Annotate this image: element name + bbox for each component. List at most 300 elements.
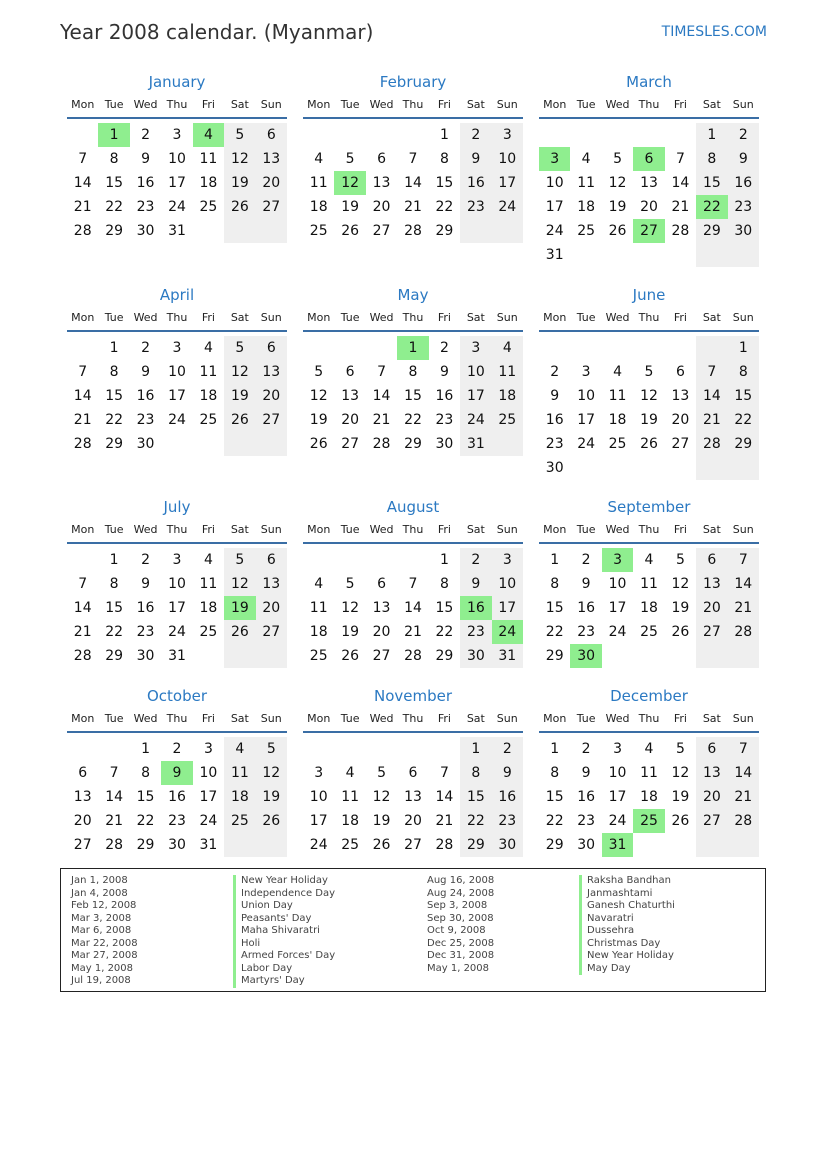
legend-holiday-date: May 1, 2008 — [71, 962, 134, 974]
day-cell: 18 — [640, 789, 658, 805]
day-cell: 10 — [608, 765, 627, 781]
day-cell: 6 — [377, 576, 387, 592]
day-cell: 8 — [141, 765, 151, 781]
day-cell: 19 — [608, 199, 627, 215]
day-cell: 11 — [199, 151, 218, 167]
day-cell: 19 — [671, 789, 690, 805]
day-cell: 7 — [738, 741, 748, 757]
weekday-header: Mon — [71, 98, 95, 111]
day-cell: 25 — [498, 412, 517, 428]
day-cell: 23 — [734, 199, 753, 215]
day-cell: 6 — [266, 552, 276, 568]
holiday-day-cell: 25 — [633, 809, 664, 833]
legend-holiday-date: Sep 3, 2008 — [427, 900, 488, 911]
day-cell: 6 — [707, 741, 717, 757]
weekday-header: Wed — [605, 311, 630, 324]
weekday-header: Wed — [133, 712, 158, 725]
day-cell: 25 — [230, 813, 249, 829]
day-cell: 12 — [372, 789, 391, 805]
day-cell: 13 — [262, 364, 281, 380]
day-cell: 21 — [73, 412, 92, 428]
day-cell: 2 — [550, 364, 560, 380]
day-cell: 13 — [262, 151, 281, 167]
day-cell: 21 — [404, 199, 422, 215]
day-cell: 15 — [734, 388, 753, 404]
day-cell: 5 — [345, 151, 355, 167]
day-cell: 24 — [168, 412, 186, 428]
weekday-header: Tue — [576, 98, 596, 111]
day-cell: 1 — [707, 127, 717, 143]
day-cell: 28 — [404, 223, 422, 239]
day-cell: 25 — [608, 436, 627, 452]
legend-holiday-name: Dussehra — [579, 925, 675, 938]
day-cell: 23 — [466, 199, 485, 215]
day-cell: 17 — [466, 388, 485, 404]
day-cell: 20 — [702, 600, 721, 616]
weekday-header: Fri — [201, 311, 215, 324]
holiday-day-cell: 24 — [492, 620, 523, 644]
legend-holiday-name: New Year Holiday — [579, 950, 675, 963]
weekday-header: Fri — [437, 523, 451, 536]
day-cell: 13 — [73, 789, 92, 805]
weekday-header: Mon — [71, 311, 95, 324]
month-name: February — [379, 73, 447, 91]
weekday-header: Wed — [369, 98, 394, 111]
day-cell: 10 — [545, 175, 564, 191]
day-cell: 19 — [230, 175, 249, 191]
day-cell: 31 — [545, 247, 564, 263]
day-cell: 23 — [435, 412, 454, 428]
legend-holiday-date: Aug 16, 2008 — [427, 875, 495, 886]
day-cell: 18 — [230, 789, 249, 805]
day-cell: 9 — [581, 576, 591, 592]
legend-holiday-date: Feb 12, 2008 — [71, 900, 137, 911]
holiday-day-cell: 16 — [460, 596, 491, 620]
legend-holiday-date: Sep 30, 2008 — [427, 912, 494, 924]
day-cell: 1 — [109, 552, 119, 568]
weekday-header: Fri — [437, 311, 451, 324]
day-cell: 28 — [435, 837, 454, 853]
day-cell: 8 — [738, 364, 748, 380]
day-cell: 18 — [341, 813, 360, 829]
day-cell: 24 — [309, 837, 328, 853]
day-cell: 24 — [199, 813, 218, 829]
day-cell: 11 — [199, 576, 218, 592]
day-cell: 21 — [73, 624, 92, 640]
day-cell: 10 — [199, 765, 218, 781]
holiday-day-cell: 19 — [224, 596, 255, 620]
page-title: Year 2008 calendar. (Myanmar) — [60, 20, 374, 44]
month-divider — [539, 731, 759, 733]
day-cell: 18 — [577, 199, 596, 215]
day-cell: 29 — [545, 648, 564, 664]
holiday-day-cell: 1 — [397, 336, 428, 360]
day-cell: 30 — [545, 460, 564, 476]
day-cell: 6 — [345, 364, 355, 380]
day-cell: 26 — [230, 624, 249, 640]
weekday-header: Mon — [71, 712, 95, 725]
day-cell: 19 — [341, 199, 360, 215]
day-cell: 24 — [466, 412, 485, 428]
weekday-header: Wed — [605, 98, 630, 111]
day-cell: 30 — [136, 648, 155, 664]
day-cell: 31 — [498, 648, 517, 664]
day-cell: 1 — [550, 741, 560, 757]
day-cell: 17 — [168, 175, 186, 191]
weekday-header: Fri — [673, 523, 687, 536]
day-cell: 9 — [581, 765, 591, 781]
day-cell: 8 — [707, 151, 717, 167]
day-cell: 21 — [671, 199, 690, 215]
day-cell: 3 — [471, 340, 481, 356]
legend-holiday-date: Aug 24, 2008 — [427, 887, 495, 899]
day-cell: 6 — [408, 765, 418, 781]
weekday-header: Tue — [104, 311, 124, 324]
weekday-header: Fri — [437, 712, 451, 725]
day-cell: 9 — [550, 388, 560, 404]
weekday-header: Wed — [369, 712, 394, 725]
day-cell: 29 — [734, 436, 753, 452]
day-cell: 26 — [230, 199, 249, 215]
weekday-header: Sat — [230, 712, 249, 725]
day-cell: 19 — [341, 624, 360, 640]
legend-holiday-name: Labor Day — [233, 963, 335, 976]
day-cell: 20 — [372, 624, 391, 640]
weekday-header: Tue — [576, 712, 596, 725]
day-cell: 28 — [671, 223, 690, 239]
weekday-header: Sun — [496, 98, 518, 111]
day-cell: 15 — [466, 789, 485, 805]
day-cell: 20 — [262, 388, 281, 404]
day-cell: 25 — [309, 223, 328, 239]
day-cell: 18 — [199, 388, 218, 404]
weekday-header: Wed — [605, 523, 630, 536]
day-cell: 7 — [738, 552, 748, 568]
day-cell: 28 — [702, 436, 721, 452]
weekday-header: Fri — [673, 311, 687, 324]
day-cell: 2 — [172, 741, 182, 757]
weekday-header: Sat — [230, 311, 249, 324]
legend-names-left — [233, 875, 335, 988]
day-cell: 11 — [608, 388, 627, 404]
day-cell: 8 — [109, 151, 119, 167]
day-cell: 2 — [141, 127, 151, 143]
weekday-header: Tue — [340, 98, 360, 111]
day-cell: 9 — [502, 765, 512, 781]
month-name: August — [386, 498, 440, 516]
day-cell: 26 — [230, 412, 249, 428]
day-cell: 23 — [136, 412, 155, 428]
day-cell: 30 — [577, 837, 596, 853]
day-cell: 14 — [73, 600, 92, 616]
day-cell: 4 — [581, 151, 591, 167]
day-cell: 7 — [78, 364, 88, 380]
legend-holiday-name: Christmas Day — [579, 938, 675, 951]
day-cell: 29 — [105, 223, 124, 239]
day-cell: 1 — [471, 741, 481, 757]
day-cell: 22 — [734, 412, 753, 428]
day-cell: 11 — [577, 175, 596, 191]
weekday-header: Sun — [260, 98, 282, 111]
day-cell: 8 — [439, 576, 449, 592]
day-cell: 9 — [738, 151, 748, 167]
legend-dates-left — [71, 875, 138, 988]
day-cell: 12 — [640, 388, 658, 404]
day-cell: 14 — [734, 576, 753, 592]
weekday-header: Thu — [166, 712, 188, 725]
day-cell: 4 — [644, 552, 654, 568]
day-cell: 19 — [262, 789, 281, 805]
day-cell: 20 — [262, 600, 281, 616]
day-cell: 14 — [435, 789, 454, 805]
day-cell: 14 — [671, 175, 690, 191]
weekday-header: Mon — [71, 523, 95, 536]
day-cell: 11 — [640, 765, 658, 781]
day-cell: 11 — [309, 175, 328, 191]
day-cell: 6 — [377, 151, 387, 167]
day-cell: 21 — [734, 600, 753, 616]
holiday-day-cell: 22 — [696, 195, 727, 219]
legend-holiday-name: New Year Holiday — [233, 875, 335, 888]
day-cell: 12 — [230, 364, 249, 380]
day-cell: 17 — [577, 412, 596, 428]
day-cell: 5 — [235, 340, 245, 356]
weekday-header: Sun — [496, 311, 518, 324]
day-cell: 2 — [502, 741, 512, 757]
day-cell: 17 — [608, 789, 627, 805]
day-cell: 18 — [498, 388, 517, 404]
legend-holiday-name: Armed Forces' Day — [233, 950, 335, 963]
day-cell: 3 — [172, 340, 182, 356]
day-cell: 31 — [168, 648, 186, 664]
day-cell: 26 — [262, 813, 281, 829]
day-cell: 18 — [608, 412, 627, 428]
day-cell: 15 — [404, 388, 422, 404]
day-cell: 10 — [309, 789, 328, 805]
day-cell: 25 — [199, 624, 218, 640]
day-cell: 5 — [675, 552, 685, 568]
month-name: May — [397, 286, 429, 304]
weekday-header: Tue — [104, 712, 124, 725]
day-cell: 10 — [168, 364, 186, 380]
day-cell: 23 — [136, 199, 155, 215]
day-cell: 1 — [439, 127, 449, 143]
day-cell: 26 — [671, 624, 690, 640]
day-cell: 7 — [78, 151, 88, 167]
day-cell: 17 — [168, 600, 186, 616]
day-cell: 20 — [640, 199, 658, 215]
day-cell: 13 — [372, 175, 391, 191]
day-cell: 22 — [435, 624, 454, 640]
day-cell: 3 — [172, 552, 182, 568]
day-cell: 27 — [262, 624, 281, 640]
day-cell: 27 — [262, 412, 281, 428]
day-cell: 26 — [640, 436, 658, 452]
day-cell: 13 — [262, 576, 281, 592]
day-cell: 9 — [439, 364, 449, 380]
day-cell: 16 — [136, 600, 155, 616]
weekday-header: Sun — [732, 523, 754, 536]
legend-holiday-name: Maha Shivaratri — [233, 925, 335, 938]
day-cell: 13 — [702, 765, 721, 781]
day-cell: 8 — [439, 151, 449, 167]
day-cell: 11 — [199, 364, 218, 380]
day-cell: 6 — [78, 765, 88, 781]
holiday-day-cell: 1 — [98, 123, 129, 147]
day-cell: 11 — [640, 576, 658, 592]
legend-holiday-name: Raksha Bandhan — [579, 875, 675, 888]
day-cell: 7 — [109, 765, 119, 781]
weekday-header: Thu — [638, 523, 660, 536]
day-cell: 7 — [78, 576, 88, 592]
day-cell: 4 — [613, 364, 623, 380]
weekday-header: Mon — [543, 98, 567, 111]
day-cell: 30 — [435, 436, 454, 452]
day-cell: 7 — [707, 364, 717, 380]
day-cell: 26 — [372, 837, 391, 853]
day-cell: 1 — [550, 552, 560, 568]
legend-holiday-date: Jul 19, 2008 — [71, 975, 131, 986]
day-cell: 22 — [105, 199, 124, 215]
day-cell: 9 — [141, 576, 151, 592]
day-cell: 25 — [199, 412, 218, 428]
day-cell: 11 — [498, 364, 517, 380]
weekday-header: Wed — [133, 98, 158, 111]
day-cell: 15 — [702, 175, 721, 191]
day-cell: 25 — [199, 199, 218, 215]
weekday-header: Sat — [702, 98, 721, 111]
day-cell: 5 — [675, 741, 685, 757]
day-cell: 28 — [73, 436, 92, 452]
day-cell: 21 — [435, 813, 454, 829]
day-cell: 12 — [262, 765, 281, 781]
day-cell: 4 — [644, 741, 654, 757]
day-cell: 20 — [341, 412, 360, 428]
legend-holiday-name: Janmashtami — [579, 888, 675, 901]
day-cell: 22 — [435, 199, 454, 215]
holiday-day-cell: 6 — [633, 147, 664, 171]
month-divider — [303, 117, 523, 119]
day-cell: 17 — [608, 600, 627, 616]
weekday-header: Mon — [307, 311, 331, 324]
day-cell: 17 — [168, 388, 186, 404]
day-cell: 3 — [581, 364, 591, 380]
day-cell: 5 — [613, 151, 623, 167]
day-cell: 11 — [341, 789, 360, 805]
month-name: April — [159, 286, 195, 304]
legend-holiday-name: Ganesh Chaturthi — [579, 900, 675, 913]
day-cell: 14 — [73, 175, 92, 191]
day-cell: 2 — [581, 552, 591, 568]
month-name: November — [373, 687, 453, 705]
day-cell: 25 — [577, 223, 596, 239]
day-cell: 4 — [345, 765, 355, 781]
day-cell: 8 — [471, 765, 481, 781]
day-cell: 1 — [439, 552, 449, 568]
day-cell: 7 — [408, 151, 418, 167]
day-cell: 4 — [314, 151, 324, 167]
day-cell: 29 — [105, 648, 124, 664]
day-cell: 5 — [377, 765, 387, 781]
day-cell: 22 — [545, 624, 564, 640]
weekday-header: Fri — [201, 523, 215, 536]
day-cell: 31 — [199, 837, 218, 853]
weekday-header: Sat — [702, 311, 721, 324]
weekday-header: Thu — [402, 523, 424, 536]
weekday-header: Thu — [166, 311, 188, 324]
day-cell: 10 — [498, 151, 517, 167]
weekday-header: Tue — [576, 523, 596, 536]
day-cell: 17 — [199, 789, 218, 805]
day-cell: 29 — [136, 837, 155, 853]
brand-link[interactable]: TIMESLES.COM — [661, 24, 767, 40]
day-cell: 12 — [341, 600, 360, 616]
day-cell: 16 — [577, 789, 596, 805]
day-cell: 15 — [545, 600, 564, 616]
weekday-header: Sat — [466, 98, 485, 111]
day-cell: 28 — [105, 837, 124, 853]
day-cell: 21 — [404, 624, 422, 640]
day-cell: 14 — [105, 789, 124, 805]
day-cell: 14 — [372, 388, 391, 404]
day-cell: 28 — [734, 624, 753, 640]
weekday-header: Sun — [260, 523, 282, 536]
weekday-header: Sun — [496, 712, 518, 725]
day-cell: 2 — [738, 127, 748, 143]
day-cell: 21 — [702, 412, 721, 428]
weekday-header: Tue — [340, 712, 360, 725]
month-divider — [303, 330, 523, 332]
day-cell: 16 — [168, 789, 186, 805]
month-divider — [539, 542, 759, 544]
weekday-header: Fri — [673, 712, 687, 725]
weekday-header: Mon — [543, 523, 567, 536]
day-cell: 30 — [136, 436, 155, 452]
day-cell: 27 — [341, 436, 360, 452]
day-cell: 3 — [613, 741, 623, 757]
day-cell: 2 — [471, 127, 481, 143]
day-cell: 29 — [466, 837, 485, 853]
day-cell: 21 — [73, 199, 92, 215]
day-cell: 6 — [266, 127, 276, 143]
weekday-header: Thu — [402, 98, 424, 111]
day-cell: 21 — [105, 813, 124, 829]
legend-holiday-name: Independence Day — [233, 888, 335, 901]
legend-holiday-name: Union Day — [233, 900, 335, 913]
day-cell: 18 — [309, 624, 328, 640]
legend-holiday-name: Navaratri — [579, 913, 675, 926]
holiday-day-cell: 4 — [193, 123, 224, 147]
weekday-header: Sat — [466, 311, 485, 324]
month-divider — [539, 330, 759, 332]
day-cell: 8 — [109, 576, 119, 592]
legend-holiday-date: Oct 9, 2008 — [427, 925, 486, 936]
day-cell: 23 — [498, 813, 517, 829]
day-cell: 16 — [136, 175, 155, 191]
weekday-header: Thu — [402, 712, 424, 725]
day-cell: 28 — [404, 648, 422, 664]
day-cell: 24 — [498, 199, 517, 215]
month-name: December — [610, 687, 688, 705]
month-divider — [67, 731, 287, 733]
day-cell: 17 — [498, 175, 517, 191]
day-cell: 22 — [105, 412, 124, 428]
day-cell: 10 — [168, 151, 186, 167]
day-cell: 24 — [577, 436, 596, 452]
day-cell: 14 — [73, 388, 92, 404]
day-cell: 5 — [266, 741, 276, 757]
weekday-header: Sun — [496, 523, 518, 536]
